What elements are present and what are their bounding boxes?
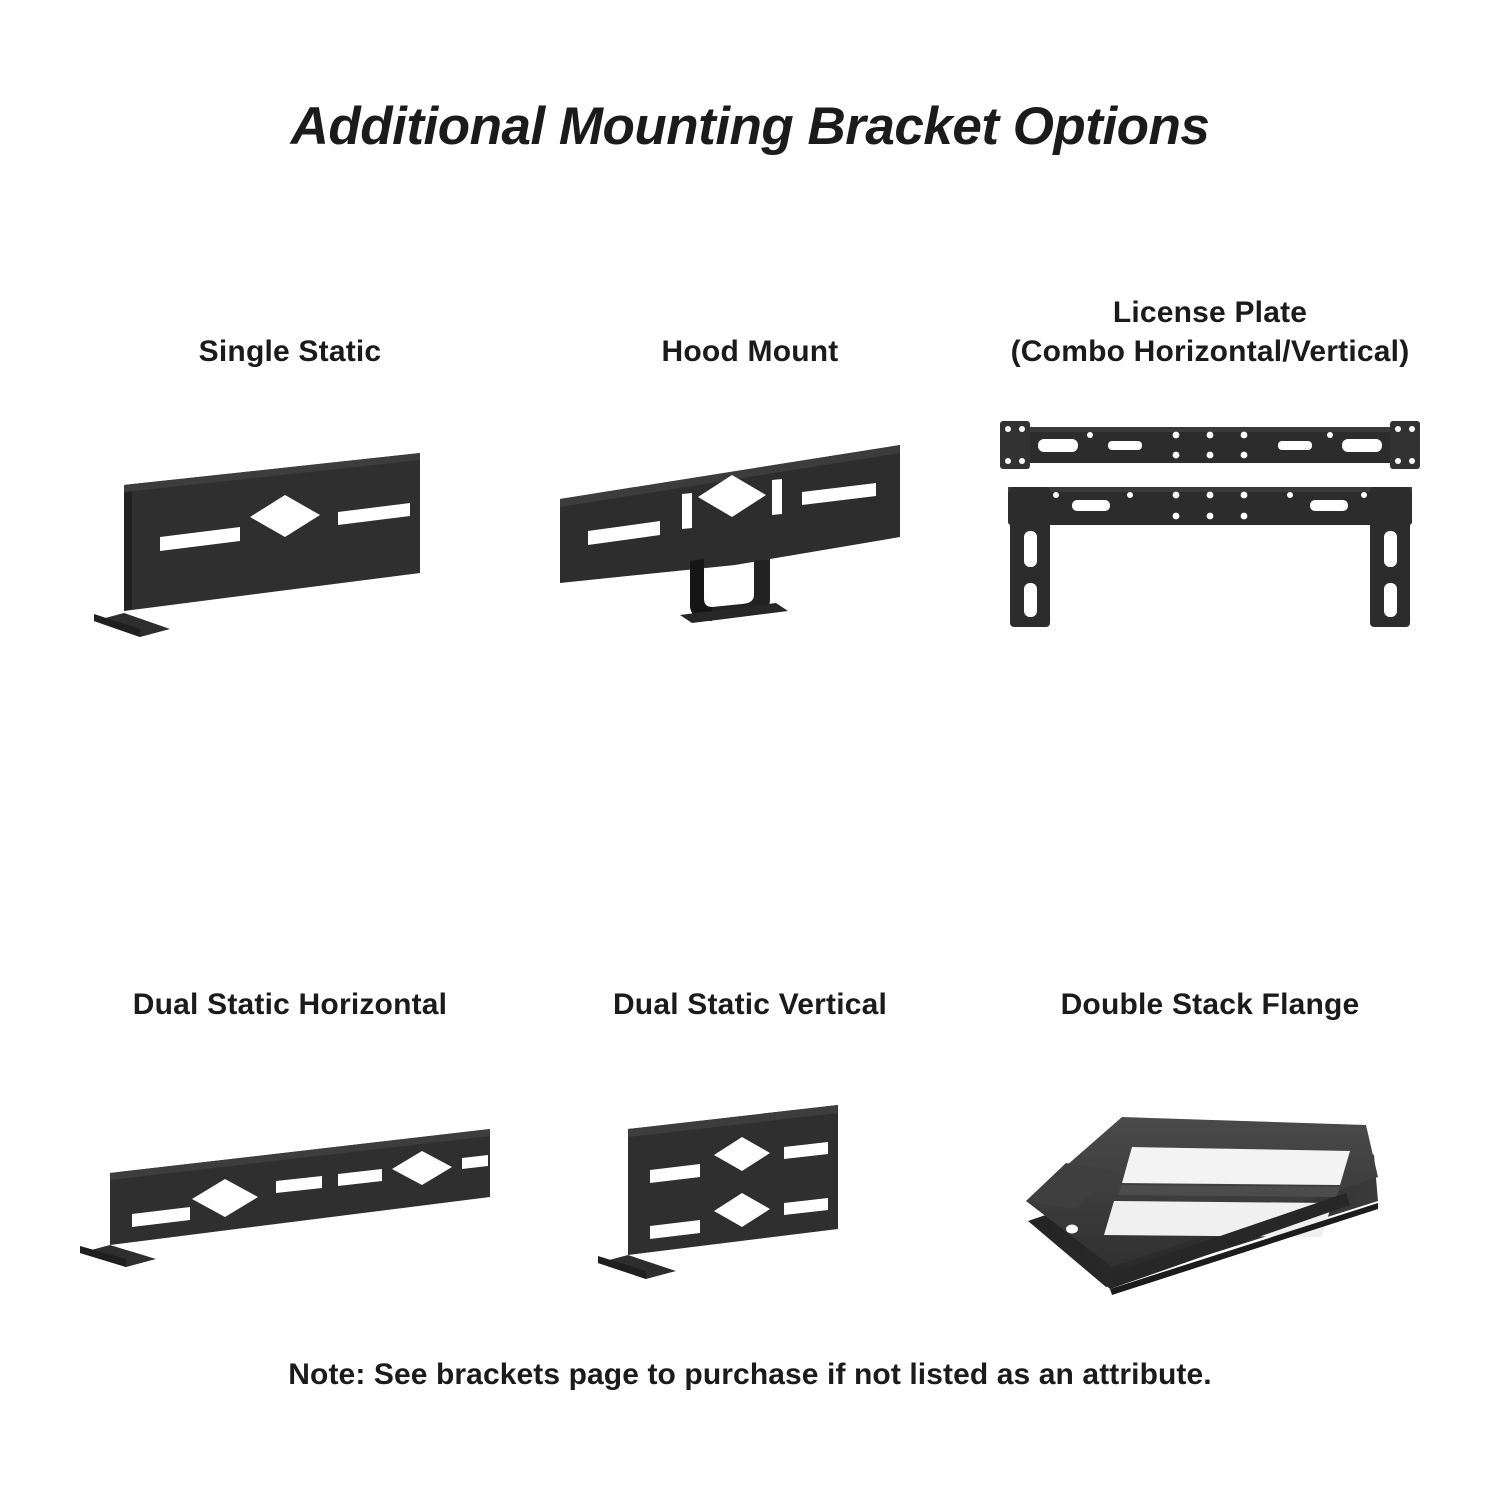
license-plate-bracket-icon	[980, 398, 1440, 698]
bracket-label-dual-static-horizontal	[133, 943, 447, 1025]
bracket-card-dual-static-vertical	[520, 943, 980, 1351]
bracket-card-hood-mount	[520, 290, 980, 698]
bracket-row-bottom	[60, 943, 1440, 1351]
dual-static-horizontal-bracket-icon	[60, 1051, 520, 1351]
bracket-label-single-static	[199, 290, 382, 372]
bracket-label-line1: Dual Static Vertical	[612, 988, 888, 1022]
hood-mount-bracket-icon	[520, 398, 980, 698]
dual-static-vertical-bracket-icon	[520, 1051, 980, 1351]
bracket-label-line1: Double Stack Flange	[1060, 988, 1360, 1022]
double-stack-flange-bracket-icon	[980, 1051, 1440, 1351]
bracket-grid	[60, 290, 1440, 1351]
footer-note: Note: See brackets page to purchase if not listed as an attribute.	[288, 1358, 1212, 1391]
bracket-row-top	[60, 290, 1440, 698]
bracket-label-dual-static-vertical	[613, 943, 887, 1025]
bracket-label-line1: Hood Mount	[661, 335, 839, 369]
bracket-label-line1: Dual Static Horizontal	[132, 988, 448, 1022]
bracket-card-license-plate	[980, 290, 1440, 698]
bracket-label-line1: Single Static	[198, 335, 382, 369]
bracket-label-line2: (Combo Horizontal/Vertical)	[1010, 335, 1410, 369]
bracket-label-double-stack-flange	[1061, 943, 1360, 1025]
bracket-card-dual-static-horizontal	[60, 943, 520, 1351]
bracket-card-single-static	[60, 290, 520, 698]
bracket-label-line1: License Plate	[1112, 295, 1308, 329]
bracket-label-hood-mount	[662, 290, 839, 372]
page-title: Additional Mounting Bracket Options	[290, 97, 1210, 156]
bracket-label-license-plate	[1011, 290, 1410, 372]
single-static-bracket-icon	[60, 398, 520, 698]
bracket-card-double-stack-flange	[980, 943, 1440, 1351]
